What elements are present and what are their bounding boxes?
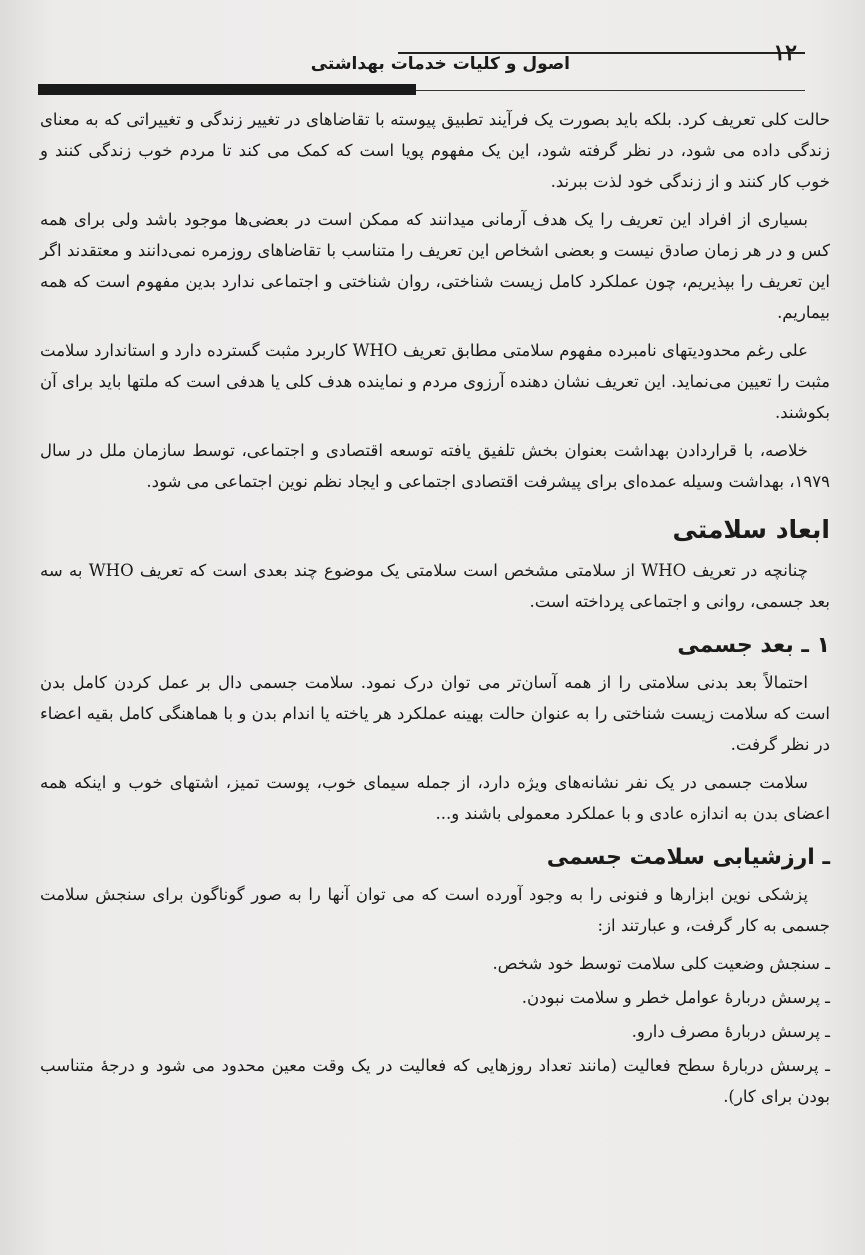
running-title: اصول و کلیات خدمات بهداشتی xyxy=(310,54,570,74)
paragraph-physical-1: احتمالاً بعد بدنی سلامتی را از همه آسان‌تر می توان درک نمود. سلامت جسمی دال بر عمل کردن کامل بدن است که سلامت زیست شناختی را به عنوان حالت بهینه عملکرد هر یاخته یا اندام بدن و با هماهنگی کامل بقیه اعضاء در نظر گرفت. xyxy=(40,673,830,754)
list-item: ـ سنجش وضعیت کلی سلامت توسط خود شخص. xyxy=(492,954,830,973)
page-header xyxy=(38,38,805,98)
list-item: ـ پرسش دربارهٔ سطح فعالیت (مانند تعداد روزهایی که فعالیت در یک وقت معین محدود می شود و درجهٔ متناسب بودن برای کار). xyxy=(40,1056,830,1106)
paragraph-intro-4: خلاصه، با قراردادن بهداشت بعنوان بخش تلفیق یافته توسعه اقتصادی و اجتماعی، توسط سازمان ملل در سال ۱۹۷۹، بهداشت وسیله عمده‌ای برای پیشرفت اقتصادی اجتماعی و ایجاد نظم نوین اجتماعی می شود. xyxy=(40,441,830,491)
section-heading-assessment: ـ ارزشیابی سلامت جسمی xyxy=(546,845,830,870)
paragraph-intro-1: حالت کلی تعریف کرد. بلکه باید بصورت یک فرآیند تطبیق پیوسته با تقاضاهای در تغییر زندگی و تغییراتی که به معنای زندگی داده می شود، در نظر گرفته شود، این یک مفهوم پویا است که کمک می کند تا مردم خوب زندگی کنند و خوب کار کنند و از زندگی خود لذت ببرند. xyxy=(40,110,830,191)
paragraph-dimensions: چنانچه در تعریف WHO از سلامتی مشخص است سلامتی یک موضوع چند بعدی است که تعریف WHO به سه بعد جسمی، روانی و اجتماعی پرداخته است. xyxy=(40,561,830,611)
page-number: ۱۲ xyxy=(773,40,797,66)
list-item: ـ پرسش دربارهٔ عوامل خطر و سلامت نبودن. xyxy=(521,988,830,1007)
section-heading-dimensions: ابعاد سلامتی xyxy=(672,515,830,544)
paragraph-assessment-intro: پزشکی نوین ابزارها و فنونی را به وجود آورده است که می توان آنها را به صور گوناگون برای سنجش سلامت جسمی به کار گرفت، و عبارتند از: xyxy=(40,885,830,935)
paragraph-intro-3: علی رغم محدودیتهای نامبرده مفهوم سلامتی مطابق تعریف WHO کاربرد مثبت گسترده دارد و استاندارد سلامت مثبت را تعیین می‌نماید. این تعریف نشان دهنده آرزوی مردم و نماینده هدف کلی یا هدفی است که ملتها باید برای آن بکوشند. xyxy=(40,341,830,422)
body-text xyxy=(40,104,830,1115)
list-item: ـ پرسش دربارهٔ مصرف دارو. xyxy=(631,1022,830,1041)
paragraph-physical-2: سلامت جسمی در یک نفر نشانه‌های ویژه دارد، از جمله سیمای خوب، پوست تمیز، اشتهای خوب و اینکه همه اعضای بدن به اندازه عادی و با عملکرد معمولی باشند و... xyxy=(40,773,830,823)
section-heading-physical: ۱ ـ بعد جسمی xyxy=(677,633,830,658)
assessment-list xyxy=(40,948,830,1112)
paragraph-intro-2: بسیاری از افراد این تعریف را یک هدف آرمانی میدانند که ممکن است در بعضی‌ها موجود باشد ولی برای همه کس و در هر زمان صادق نیست و بعضی اشخاص این تعریف را متناسب با تقاضاهای روزمره نمی‌دانند و معتقدند اگر این تعریف را بپذیریم، چون عملکرد کامل زیست شناختی، روان شناختی و اجتماعی ندارد بدین مفهوم است که همه بیماریم. xyxy=(40,210,830,322)
header-thin-rule xyxy=(416,90,805,91)
header-thick-bar xyxy=(38,84,416,95)
